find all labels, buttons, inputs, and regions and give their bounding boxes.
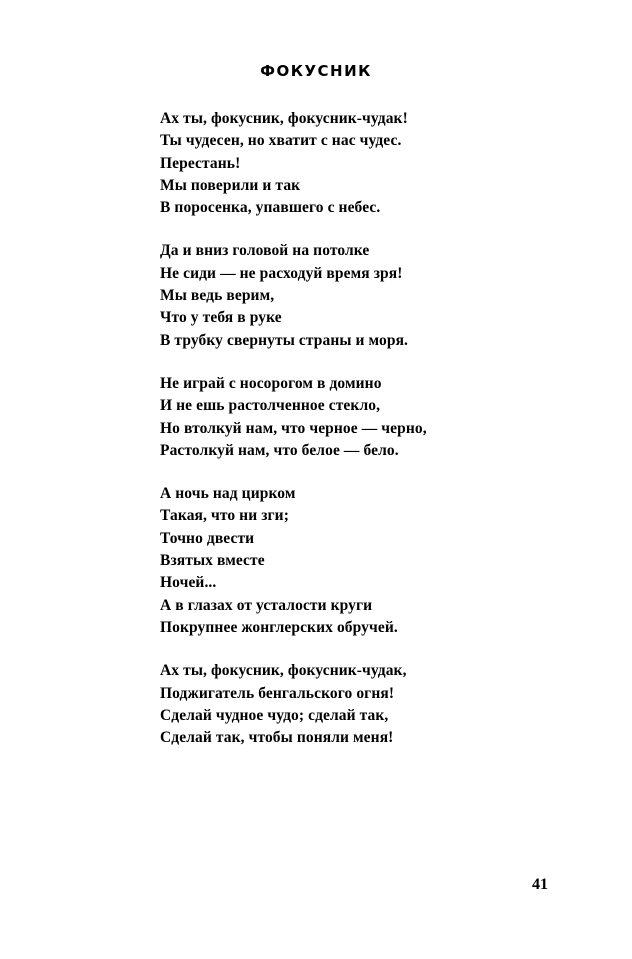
page-number: 41	[532, 876, 548, 893]
poem-line: Точно двести	[160, 529, 255, 547]
poem-line: Покрупнее жонглерских обручей.	[160, 618, 398, 636]
poem-line: Мы поверили и так	[160, 176, 301, 194]
poem-line: И не ешь растолченное стекло,	[160, 397, 381, 415]
poem-line: Ах ты, фокусник, фокусник-чудак,	[160, 662, 407, 680]
poem-title: ФОКУСНИК	[260, 62, 372, 80]
poem-line: Но втолкуй нам, что черное — черно,	[160, 419, 427, 437]
stanza-4	[160, 483, 600, 639]
poem-line: Не сиди — не расходуй время зря!	[160, 264, 403, 282]
poem-line: Взятых вместе	[160, 552, 265, 570]
poem-line: Мы ведь верим,	[160, 287, 275, 305]
poem-line: А ночь над цирком	[160, 485, 296, 503]
stanza-1	[160, 108, 600, 219]
poem-line: Такая, что ни зги;	[160, 507, 289, 525]
stanza-3	[160, 373, 600, 462]
poem-line: Перестань!	[160, 154, 241, 172]
poem-body	[160, 108, 600, 770]
poem-line: Ах ты, фокусник, фокусник-чудак!	[160, 110, 408, 127]
poem-line: Растолкуй нам, что белое — бело.	[160, 441, 399, 459]
poem-line: В трубку свернуты страны и моря.	[160, 331, 409, 349]
stanza-2	[160, 240, 600, 351]
poem-line: Что у тебя в руке	[160, 309, 282, 327]
poem-line: Поджигатель бенгальского огня!	[160, 684, 395, 702]
stanza-5	[160, 660, 600, 749]
poem-line: Ты чудесен, но хватит с нас чудес.	[160, 132, 402, 150]
poem-line: А в глазах от усталости круги	[160, 596, 373, 614]
poem-line: Не играй с носорогом в домино	[160, 374, 382, 392]
poem-line: Ночей...	[160, 574, 217, 592]
poem-line: Сделай так, чтобы поняли меня!	[160, 729, 394, 747]
poem-line: В поросенка, упавшего с небес.	[160, 199, 381, 217]
poem-line: Да и вниз головой на потолке	[160, 242, 370, 260]
poem-line: Сделай чудное чудо; сделай так,	[160, 706, 389, 724]
